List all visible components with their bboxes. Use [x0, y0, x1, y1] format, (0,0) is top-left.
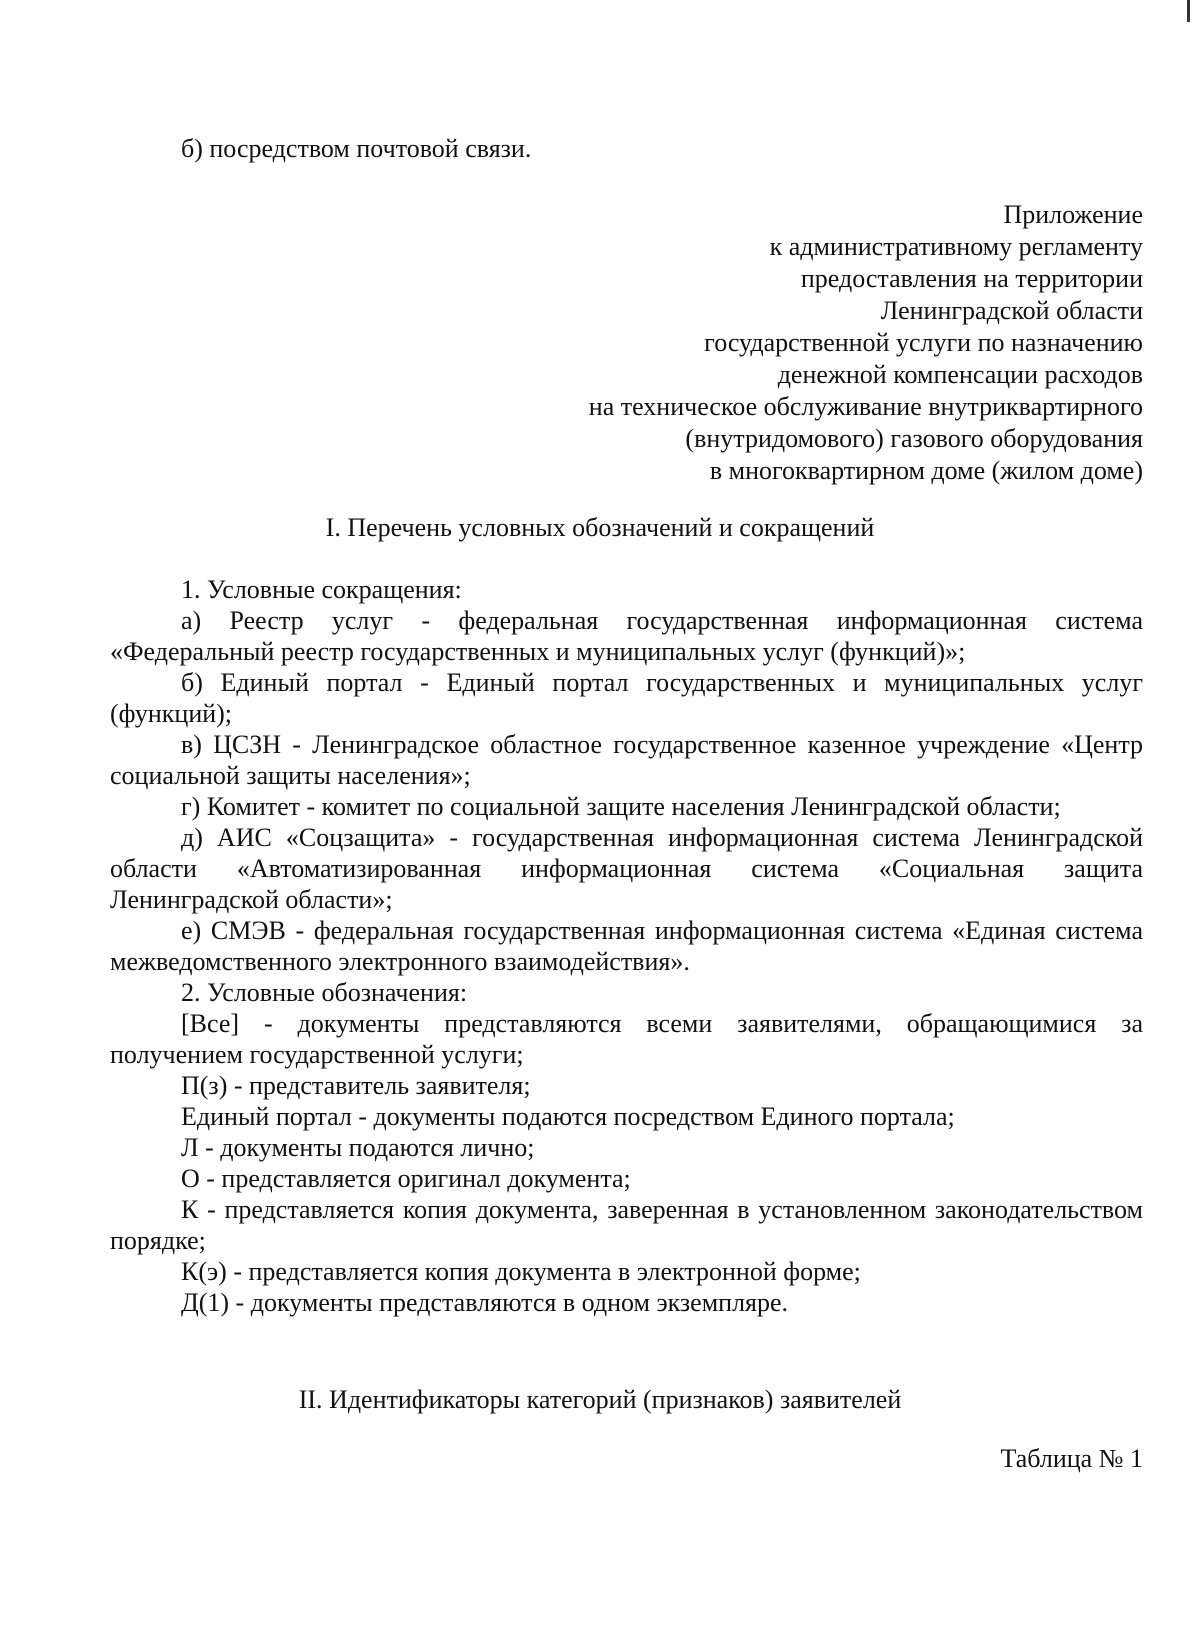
appendix-line: в многоквартирном доме (жилом доме): [709, 456, 1143, 485]
designation-item: Л - документы подаются лично;: [181, 1133, 535, 1162]
scan-edge-mark: [1187, 0, 1190, 22]
designation-item: К(э) - представляется копия документа в электронной форме;: [181, 1257, 861, 1286]
appendix-line: Ленинградской области: [880, 296, 1143, 325]
appendix-line: Приложение: [1003, 200, 1143, 229]
appendix-line: (внутридомового) газового оборудования: [685, 424, 1143, 453]
section-heading-1: I. Перечень условных обозначений и сокращений: [325, 513, 875, 542]
appendix-line: предоставления на территории: [800, 264, 1143, 293]
abbreviation-item: е) СМЭВ - федеральная государственная информационная система «Единая система межведомственного электронного взаимодействия».: [110, 916, 1143, 976]
closing-list-item: б) посредством почтовой связи.: [181, 134, 532, 163]
designation-item: [Все] - документы представляются всеми заявителями, обращающимися за получением государственной услуги;: [110, 1009, 1143, 1069]
designation-item: Единый портал - документы подаются посредством Единого портала;: [181, 1102, 955, 1131]
table-label: Таблица № 1: [1000, 1444, 1143, 1473]
abbreviation-item: д) АИС «Соцзащита» - государственная информационная система Ленинградской области «Автоматизированная информационная система «Социальная защита Ленинградской области»;: [110, 823, 1143, 914]
abbreviation-item: б) Единый портал - Единый портал государственных и муниципальных услуг (функций);: [110, 668, 1143, 728]
designation-item: П(з) - представитель заявителя;: [181, 1071, 531, 1100]
section-heading-2: II. Идентификаторы категорий (признаков) заявителей: [298, 1385, 902, 1414]
subsection-title-abbreviations: 1. Условные сокращения:: [181, 575, 462, 604]
section-1-body: [110, 574, 1143, 1318]
abbreviation-item: г) Комитет - комитет по социальной защите населения Ленинградской области;: [181, 792, 1061, 821]
appendix-line: денежной компенсации расходов: [777, 360, 1143, 389]
subsection-title-designations: 2. Условные обозначения:: [181, 978, 468, 1007]
appendix-line: на техническое обслуживание внутриквартирного: [588, 392, 1143, 421]
appendix-line: государственной услуги по назначению: [704, 328, 1143, 357]
abbreviation-item: в) ЦСЗН - Ленинградское областное государственное казенное учреждение «Центр социальной защиты населения»;: [110, 730, 1143, 790]
appendix-header: [589, 199, 1143, 487]
appendix-line: к административному регламенту: [769, 232, 1143, 261]
designation-item: Д(1) - документы представляются в одном экземпляре.: [181, 1288, 789, 1317]
designation-item: О - представляется оригинал документа;: [181, 1164, 631, 1193]
abbreviation-item: а) Реестр услуг - федеральная государственная информационная система «Федеральный реестр государственных и муниципальных услуг (функций)»;: [110, 606, 1143, 666]
designation-item: К - представляется копия документа, заверенная в установленном законодательством порядке;: [110, 1195, 1143, 1255]
